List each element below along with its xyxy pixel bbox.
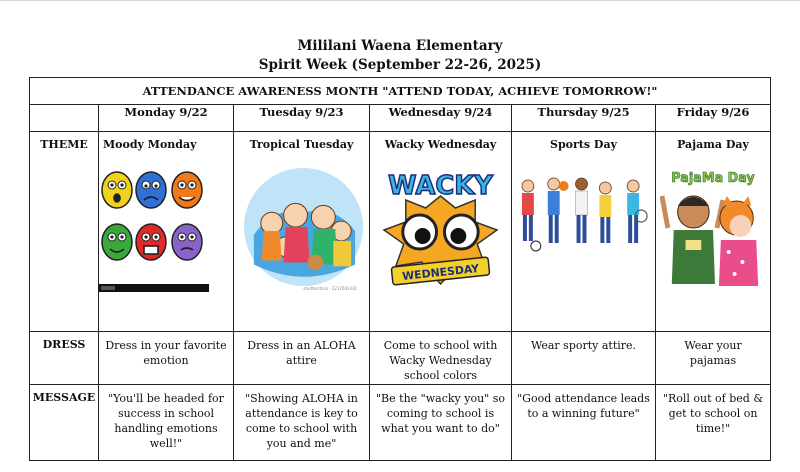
pajama-kids-icon — [660, 166, 766, 294]
message-label: MESSAGE — [30, 385, 99, 461]
event-title: Spirit Week (September 22-26, 2025) — [258, 57, 542, 73]
message-tuesday: "Showing ALOHA in attendance is key to come to school with you and me" — [234, 385, 370, 461]
theme-cell-monday — [99, 132, 234, 332]
dress-friday: Wear your pajamas — [656, 332, 771, 385]
stock-caption: shutterstock · 2217041331 — [303, 286, 358, 292]
message-monday: "You'll be headed for success in school handling emotions well!" — [99, 385, 234, 461]
message-friday: "Roll out of bed & get to school on time!" — [656, 385, 771, 461]
banner: ATTENDANCE AWARENESS MONTH "ATTEND TODAY, ACHIEVE TOMORROW!" — [30, 78, 771, 105]
theme-friday: Pajama Day — [677, 138, 749, 151]
day-wednesday: Wednesday 9/24 — [370, 105, 512, 132]
wacky-wednesday-eyes-icon — [378, 166, 503, 294]
aloha-family-icon — [234, 166, 369, 294]
sports-kids-icon — [514, 176, 653, 258]
dress-tuesday: Dress in an ALOHA attire — [234, 332, 370, 385]
dress-monday: Dress in your favorite emotion — [99, 332, 234, 385]
day-tuesday: Tuesday 9/23 — [234, 105, 370, 132]
school-name: Mililani Waena Elementary — [297, 38, 503, 54]
theme-label: THEME — [30, 132, 99, 332]
theme-row — [30, 132, 771, 332]
pajama-day-text: PajaMa Day — [671, 170, 755, 187]
day-thursday: Thursday 9/25 — [512, 105, 656, 132]
dress-thursday: Wear sporty attire. — [512, 332, 656, 385]
theme-tuesday: Tropical Tuesday — [249, 138, 354, 151]
page-top-rule — [0, 0, 800, 1]
message-wednesday: "Be the "wacky you" so coming to school is what you want to do" — [370, 385, 512, 461]
emotion-faces-icon — [99, 166, 209, 294]
theme-wednesday: Wacky Wednesday — [384, 138, 497, 151]
theme-cell-tuesday — [234, 132, 370, 332]
corner-cell — [30, 105, 99, 132]
wednesday-text: WEDNESDAY — [401, 261, 480, 284]
spirit-week-table — [29, 77, 771, 461]
dress-row — [30, 332, 771, 385]
theme-cell-thursday — [512, 132, 656, 332]
theme-cell-friday — [656, 132, 771, 332]
day-monday: Monday 9/22 — [99, 105, 234, 132]
message-thursday: "Good attendance leads to a winning future" — [512, 385, 656, 461]
dress-label: DRESS — [30, 332, 99, 385]
wacky-text: WACKY — [388, 170, 493, 202]
theme-monday: Moody Monday — [103, 138, 197, 151]
message-row — [30, 385, 771, 461]
day-friday: Friday 9/26 — [656, 105, 771, 132]
theme-cell-wednesday — [370, 132, 512, 332]
theme-thursday: Sports Day — [550, 138, 617, 151]
dress-wednesday: Come to school with Wacky Wednesday school colors — [370, 332, 512, 385]
day-header-row — [30, 105, 771, 132]
